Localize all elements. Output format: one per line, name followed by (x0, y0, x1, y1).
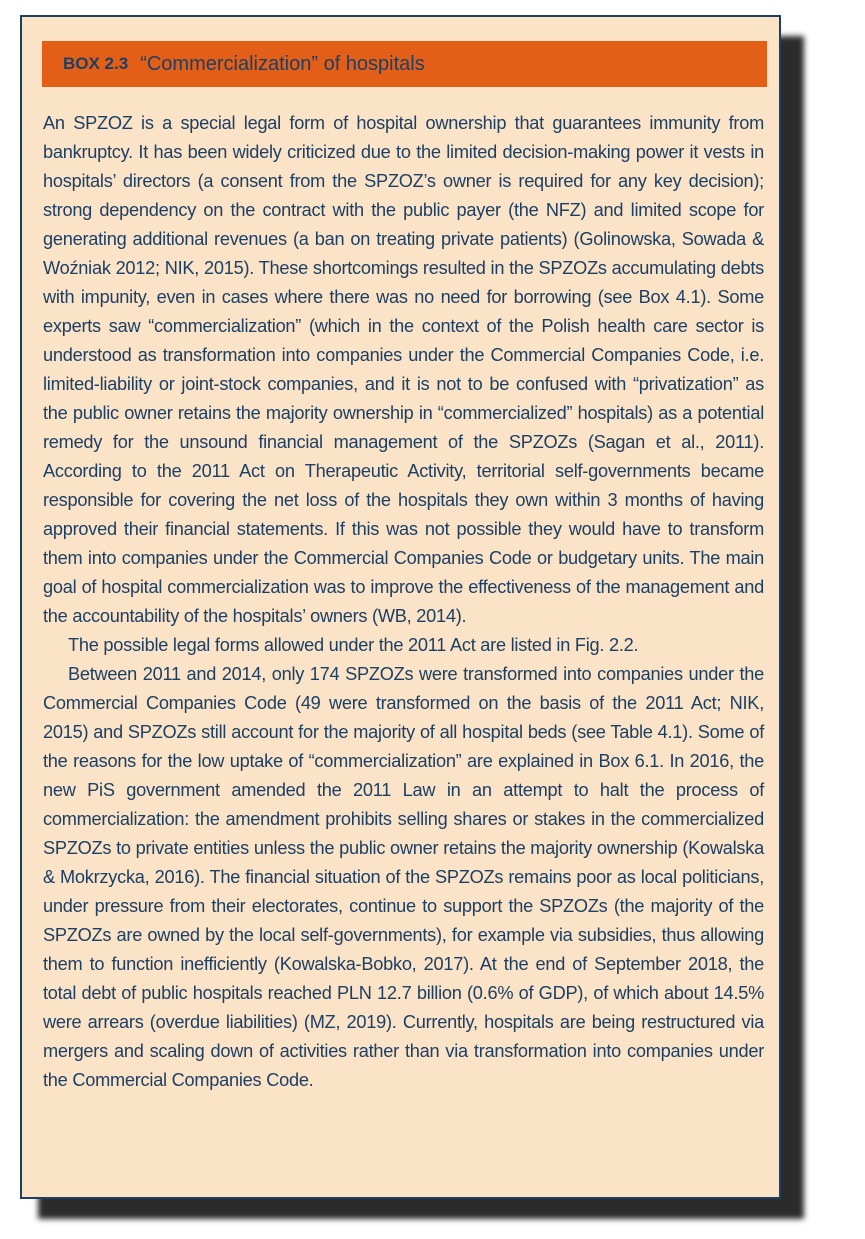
box-header (42, 41, 767, 87)
paragraph-2: The possible legal forms allowed under the 2011 Act are listed in Fig. 2.2. (68, 635, 639, 655)
paragraph-3: Between 2011 and 2014, only 174 SPZOZs were transformed into companies under the Commercial Companies Code (49 were transformed on the basis of the 2011 Act; NIK, 2015) and SPZOZs still account for the majority of all hospital beds (see Table 4.1). Some of the reasons for the low uptake of “commercialization” are explained in Box 6.1. In 2016, the new PiS government amended the 2011 Law in an attempt to halt the process of commercialization: the amendment prohibits selling shares or stakes in the commercialized SPZOZs to private entities unless the public owner retains the majority ownership (Kowalska & Mokrzycka, 2016). The financial situation of the SPZOZs remains poor as local politicians, under pressure from their electorates, continue to support the SPZOZs (the majority of the SPZOZs are owned by the local self-governments), for example via subsidies, thus allowing them to function inefficiently (Kowalska-Bobko, 2017). At the end of September 2018, the total debt of public hospitals reached PLN 12.7 billion (0.6% of GDP), of which about 14.5% were arrears (overdue liabilities) (MZ, 2019). Currently, hospitals are being restructured via mergers and scaling down of activities rather than via transformation into companies under the Commercial Companies Code. (43, 664, 764, 1090)
paragraph-1: An SPZOZ is a special legal form of hospital ownership that guarantees immunity from bankruptcy. It has been widely criticized due to the limited decision-making power it vests in hospitals’ directors (a consent from the SPZOZ’s owner is required for any key decision); strong dependency on the contract with the public payer (the NFZ) and limited scope for generating additional revenues (a ban on treating private patients) (Golinowska, Sowada & Woźniak 2012; NIK, 2015). These shortcomings resulted in the SPZOZs accumulating debts with impunity, even in cases where there was no need for borrowing (see Box 4.1). Some experts saw “commercialization” (which in the context of the Polish health care sector is understood as transformation into companies under the Commercial Companies Code, i.e. limited-liability or joint-stock companies, and it is not to be confused with “privatization” as the public owner retains the majority ownership in “commercialized” hospitals) as a potential remedy for the unsound financial management of the SPZOZs (Sagan et al., 2011). According to the 2011 Act on Therapeutic Activity, territorial self-governments became responsible for covering the net loss of the hospitals they own within 3 months of having approved their financial statements. If this was not possible they would have to transform them into companies under the Commercial Companies Code or budgetary units. The main goal of hospital commercialization was to improve the effectiveness of the management and the accountability of the hospitals’ owners (WB, 2014). (43, 113, 764, 626)
box-label: BOX 2.3 (63, 54, 129, 73)
text-box (20, 15, 781, 1199)
box-body (43, 109, 764, 1095)
box-title: “Commercialization” of hospitals (140, 52, 425, 75)
